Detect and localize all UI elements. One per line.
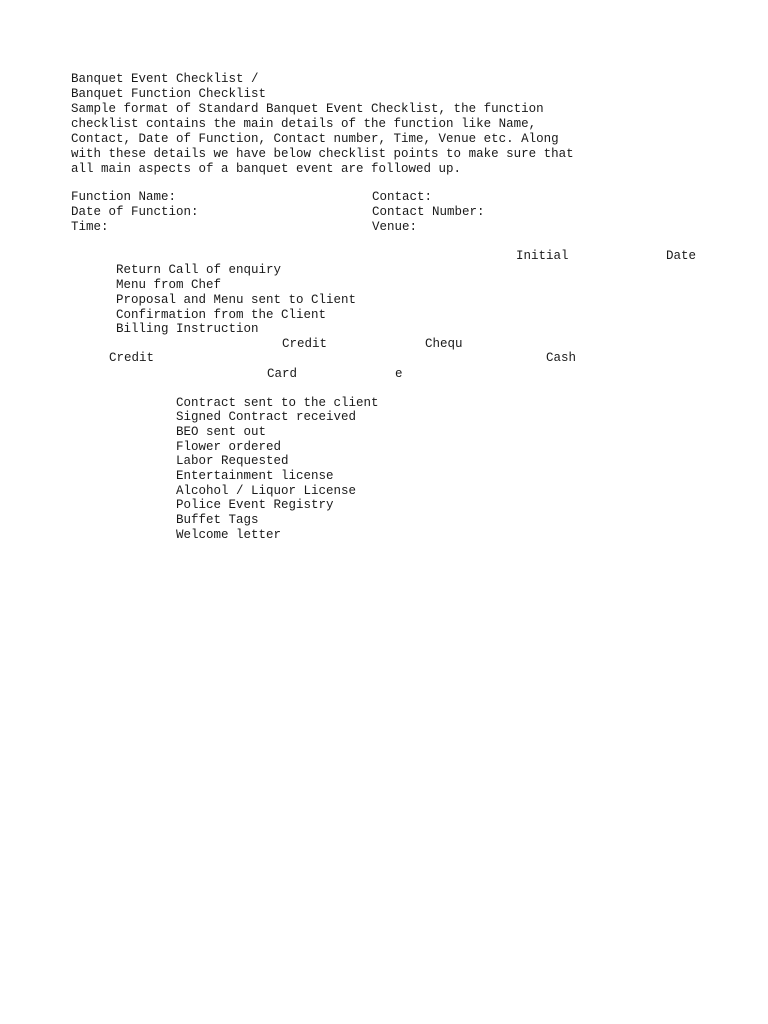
document-title-line-1: Banquet Event Checklist / [71,72,259,86]
billing-option-credit: Credit [109,351,155,365]
venue-label: Venue: [372,220,418,234]
intro-line: all main aspects of a banquet event are followed up. [71,162,462,176]
date-of-function-label: Date of Function: [71,205,199,219]
checklist-item-contract-sent: Contract sent to the client [176,396,379,410]
checklist-item-menu-from-chef: Menu from Chef [116,278,222,292]
checklist-item-confirmation: Confirmation from the Client [116,308,327,322]
intro-line: Contact, Date of Function, Contact number, Time, Venue etc. Along [71,132,559,146]
checklist-item-alcohol-license: Alcohol / Liquor License [176,484,357,498]
checklist-item-signed-contract: Signed Contract received [176,410,357,424]
billing-option-cheque: e [395,367,403,381]
initial-column-header: Initial [516,249,569,263]
billing-option-credit-card: Card [267,367,298,381]
checklist-item-buffet-tags: Buffet Tags [176,513,259,527]
checklist-item-return-call: Return Call of enquiry [116,263,282,277]
checklist-item-labor-requested: Labor Requested [176,454,289,468]
date-column-header: Date [666,249,697,263]
checklist-item-flower-ordered: Flower ordered [176,440,282,454]
time-label: Time: [71,220,109,234]
checklist-item-welcome-letter: Welcome letter [176,528,282,542]
function-name-label: Function Name: [71,190,177,204]
intro-line: checklist contains the main details of the function like Name, [71,117,537,131]
document-title-line-2: Banquet Function Checklist [71,87,267,101]
contact-number-label: Contact Number: [372,205,485,219]
billing-option-credit-card: Credit [282,337,328,351]
checklist-item-entertainment-license: Entertainment license [176,469,334,483]
contact-label: Contact: [372,190,433,204]
intro-line: with these details we have below checklist points to make sure that [71,147,574,161]
billing-option-cheque: Chequ [425,337,463,351]
intro-line: Sample format of Standard Banquet Event Checklist, the function [71,102,544,116]
checklist-item-beo-sent: BEO sent out [176,425,267,439]
checklist-item-proposal-sent: Proposal and Menu sent to Client [116,293,357,307]
billing-option-cash: Cash [546,351,577,365]
checklist-item-billing-instruction: Billing Instruction [116,322,259,336]
checklist-item-police-registry: Police Event Registry [176,498,334,512]
